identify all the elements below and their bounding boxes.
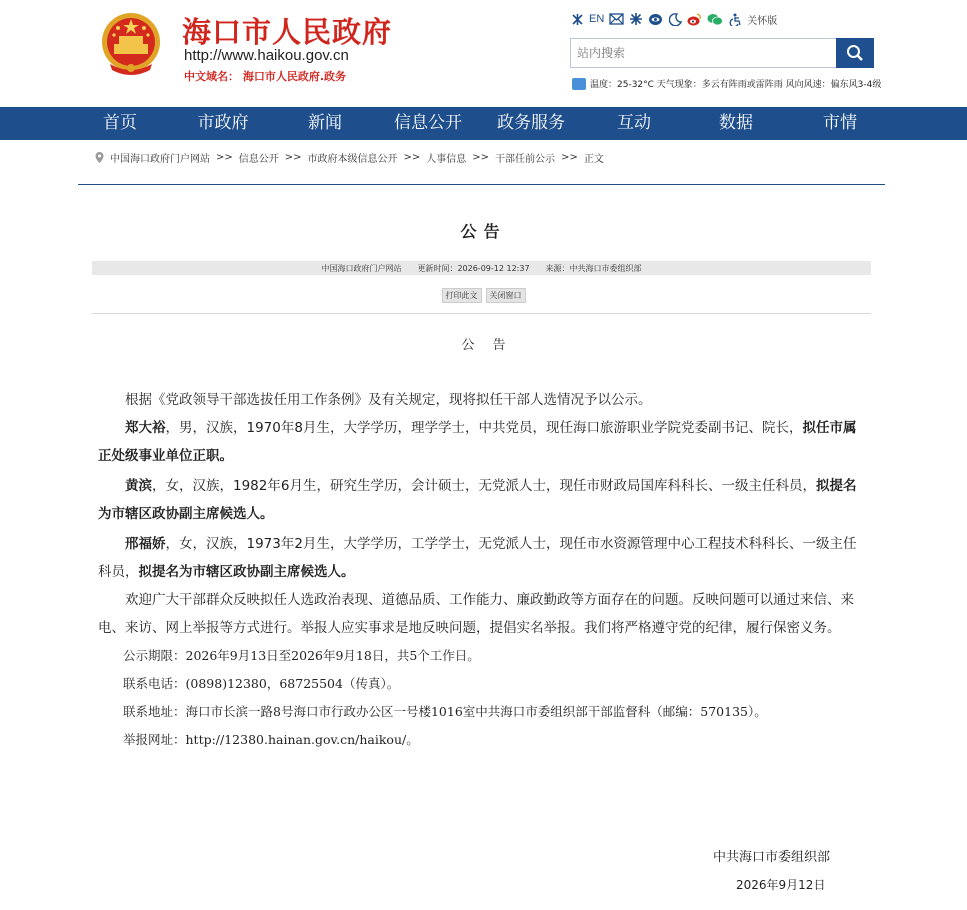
wechat-icon[interactable] (707, 11, 723, 27)
site-url[interactable]: http://www.haikou.gov.cn (184, 47, 349, 64)
breadcrumb-item-personnel[interactable]: 人事信息 (426, 154, 467, 165)
search-button[interactable] (836, 38, 874, 68)
nav-item-gov-services[interactable]: 政务服务 (497, 113, 565, 133)
candidate-text: ，男，汉族，1970年8月生，大学学历，理学学士，中共党员，现任海口旅游职业学院党委副书记、院长， (165, 420, 803, 436)
close-window-button[interactable]: 关闭窗口 (486, 288, 526, 303)
article-body (98, 386, 865, 754)
eye-icon[interactable] (648, 11, 663, 27)
domain-value: 海口市人民政府.政务 (242, 70, 347, 83)
divider (92, 313, 871, 314)
main-nav (0, 107, 967, 140)
breadcrumb-separator: >> (561, 152, 578, 163)
weibo-icon[interactable] (687, 11, 702, 27)
article-title: 公告 (460, 222, 507, 241)
accessibility-icon[interactable] (728, 11, 742, 27)
breadcrumb-item-pre-appointment[interactable]: 干部任前公示 (495, 154, 556, 165)
candidate-proposal: 拟任市属正处级事业单位正职。 (98, 420, 857, 464)
chinese-domain (184, 68, 346, 84)
candidate-name: 黄滨 (125, 478, 152, 494)
domain-label: 中文域名： (184, 70, 239, 83)
national-emblem-logo (100, 10, 162, 78)
address-paragraph: 联系地址：海口市长滨一路8号海口市行政办公区一号楼1016室中共海口市委组织部干部监督科（邮编：570135）。 (123, 704, 767, 719)
body-title: 公告 (461, 338, 524, 353)
mail-icon[interactable] (609, 11, 624, 27)
meta-source: 来源：中共海口市委组织部 (545, 263, 642, 273)
print-button[interactable]: 打印此文 (442, 288, 482, 303)
breadcrumb-separator: >> (403, 152, 421, 163)
nav-item-city-info[interactable]: 市情 (823, 113, 857, 133)
nav-item-interaction[interactable]: 互动 (617, 113, 651, 133)
candidate-text: ，女，汉族，1982年6月生，研究生学历，会计硕士，无党派人士，现任市财政局国库科科长、一级主任科员， (152, 478, 816, 494)
breadcrumb-item-current: 正文 (583, 154, 604, 165)
welcome-paragraph: 欢迎广大干部群众反映拟任人选政治表现、道德品质、工作能力、廉政勤政等方面存在的问题。反映问题可以通过来信、来电、来访、网上举报等方式进行。举报人应实事求是地反映问题，提倡实名举报。我们将严格遵守党的纪律，履行保密义务。 (98, 592, 854, 636)
data-icon[interactable] (629, 11, 643, 27)
breadcrumb-separator: >> (284, 152, 302, 163)
nav-item-government[interactable]: 市政府 (197, 113, 249, 133)
candidate-proposal: 拟提名为市辖区政协副主席候选人。 (138, 564, 355, 580)
search-input[interactable] (571, 39, 835, 67)
phone-paragraph: 联系电话：(0898)12380，68725504（传真）。 (123, 676, 400, 691)
night-mode-icon[interactable] (668, 11, 682, 27)
period-paragraph: 公示期限：2026年9月13日至2026年9月18日，共5个工作日。 (123, 648, 480, 663)
breadcrumb-separator: >> (472, 152, 490, 163)
candidate-text: ，女，汉族，1973年2月生，大学学历，工学学士，无党派人士，现任市水资源管理中心工程技术科科长、一级主任科员， (98, 536, 857, 580)
article-actions (0, 288, 967, 303)
weather-icon (572, 78, 586, 90)
breadcrumb-item-portal[interactable]: 中国海口政府门户网站 (110, 154, 210, 165)
breadcrumb-separator: >> (216, 152, 233, 163)
site-header (0, 0, 967, 107)
divider (78, 184, 885, 185)
signature-date: 2026年9月12日 (736, 878, 826, 892)
signature: 中共海口市委组织部 (712, 850, 830, 865)
breadcrumb (95, 150, 604, 165)
candidate-name: 邢福娇 (125, 536, 166, 552)
report-site-paragraph: 举报网址：http://12380.hainan.gov.cn/haikou/。 (123, 732, 419, 747)
candidate-paragraph (98, 414, 865, 470)
candidate-name: 郑大裕 (125, 420, 166, 436)
breadcrumb-item-city-info[interactable]: 市政府本级信息公开 (307, 154, 398, 165)
meta-site: 中国海口政府门户网站 (321, 263, 402, 273)
nav-item-data[interactable]: 数据 (719, 113, 753, 133)
breadcrumb-item-info[interactable]: 信息公开 (238, 154, 279, 165)
candidate-paragraph (98, 530, 865, 586)
weather-text: 温度：25-32°C 天气现象：多云有阵雨或雷阵雨 风向风速：偏东风3-4级 (590, 80, 882, 90)
care-mode-link[interactable]: 关怀版 (747, 15, 778, 27)
search-icon (846, 44, 864, 62)
candidate-proposal: 拟提名为市辖区政协副主席候选人。 (98, 478, 857, 522)
nav-item-info-disclosure[interactable]: 信息公开 (394, 113, 462, 133)
nav-item-home[interactable]: 首页 (103, 113, 137, 133)
location-pin-icon (95, 152, 104, 163)
weather-bar (572, 77, 881, 90)
nav-item-news[interactable]: 新闻 (308, 113, 342, 133)
intro-paragraph: 根据《党政领导干部选拔任用工作条例》及有关规定，现将拟任干部人选情况予以公示。 (125, 392, 652, 408)
meta-updated: 更新时间：2026-09-12 12:37 (417, 263, 530, 273)
search-box (570, 38, 874, 68)
site-title[interactable]: 海口市人民政府 (182, 15, 393, 49)
barrier-free-icon[interactable] (570, 11, 584, 27)
top-toolbar (570, 10, 777, 28)
article-meta (92, 261, 871, 275)
candidate-paragraph (98, 472, 865, 528)
english-link[interactable]: EN (589, 13, 605, 25)
